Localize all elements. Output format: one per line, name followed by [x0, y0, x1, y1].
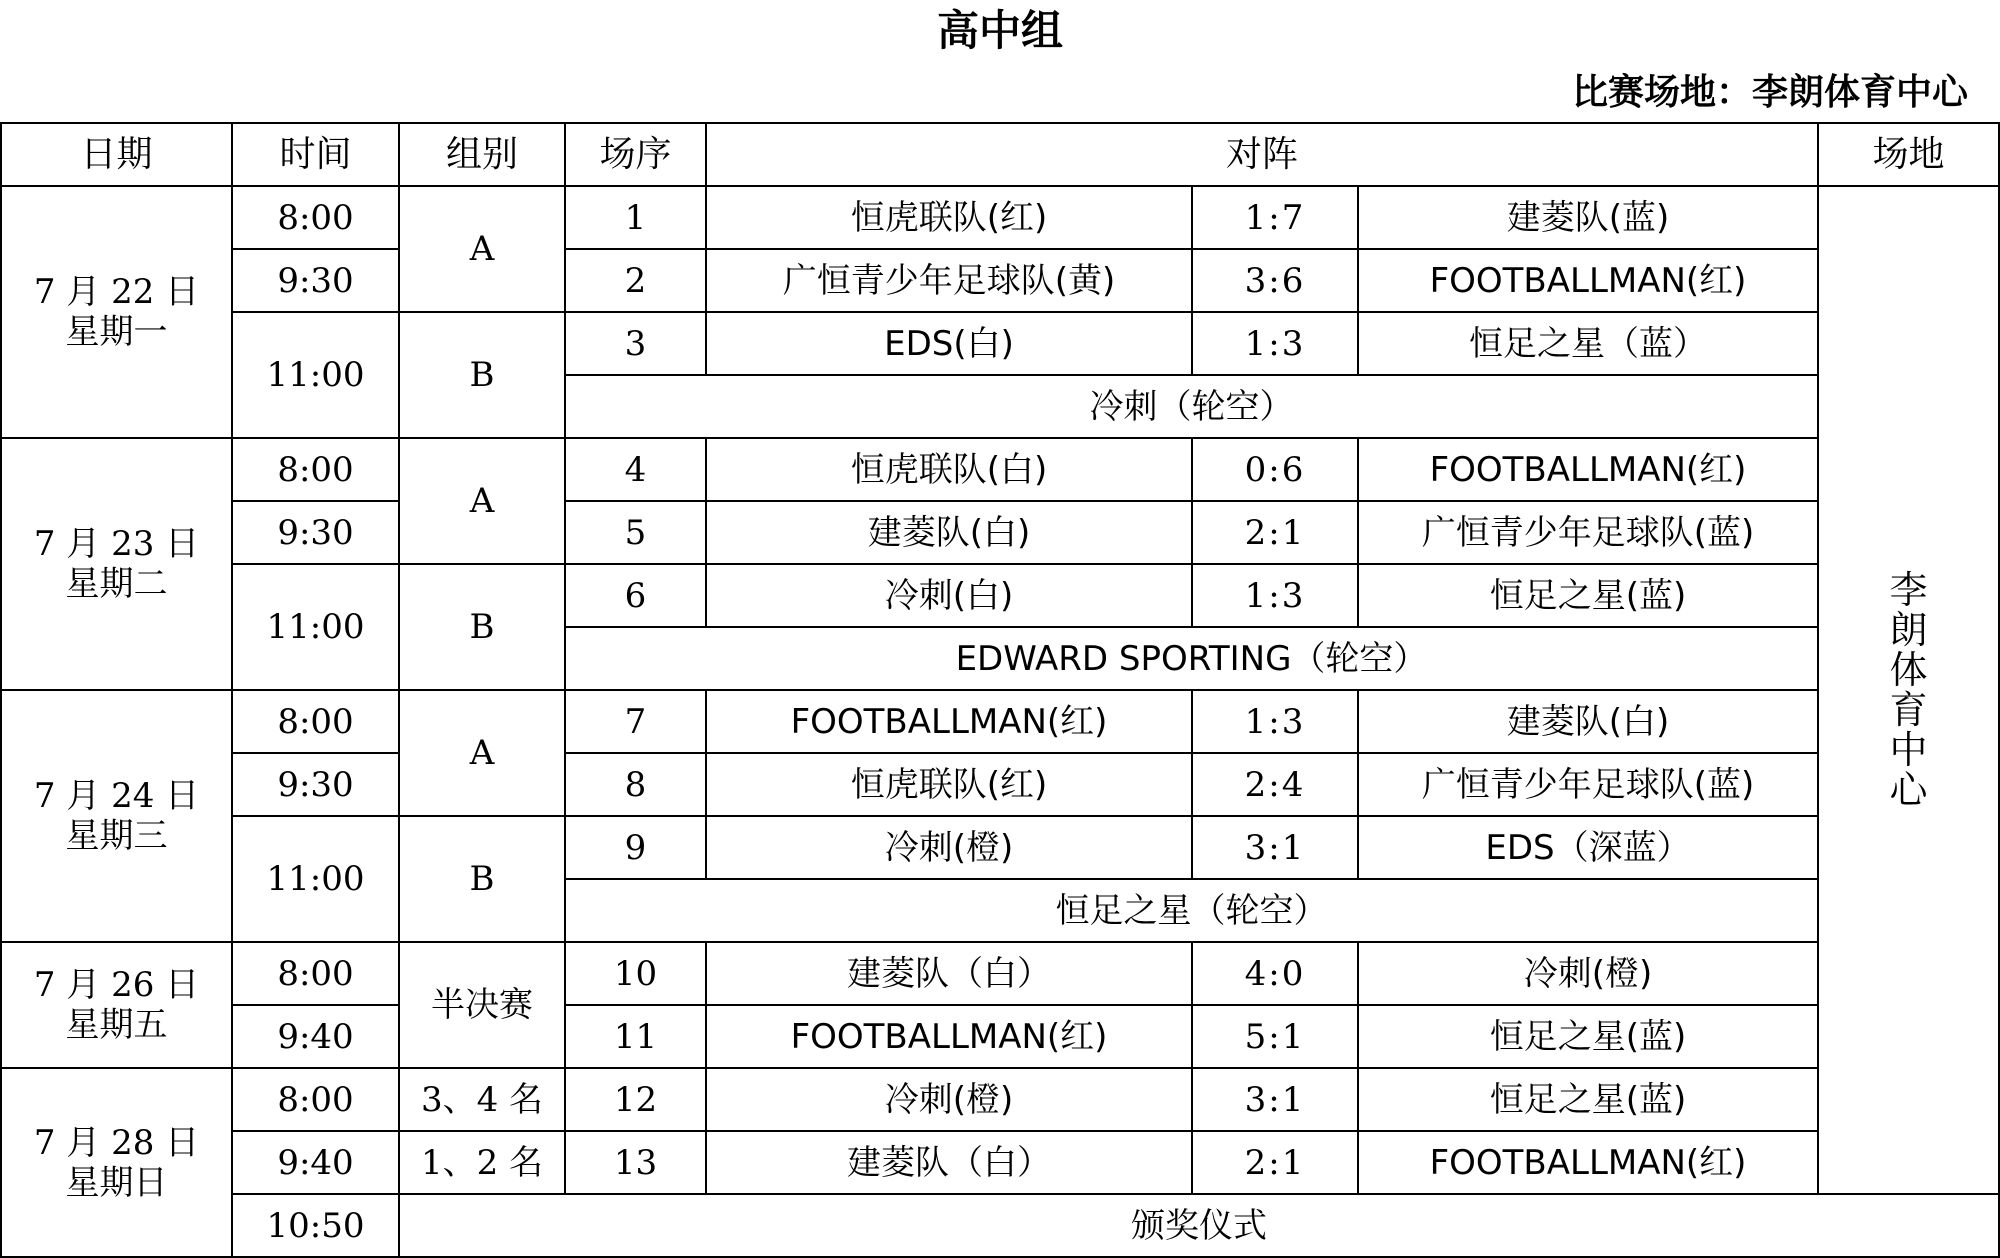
score-cell: 0:6 [1192, 438, 1358, 501]
home-team-cell: 冷刺(白) [706, 564, 1192, 627]
schedule-table [0, 122, 2000, 1258]
away-team-cell: 恒足之星(蓝) [1358, 564, 1818, 627]
score-cell: 5:1 [1192, 1005, 1358, 1068]
time-cell: 11:00 [232, 312, 399, 438]
group-cell: 1、2 名 [399, 1131, 565, 1194]
table-row [1, 816, 1999, 879]
score-cell: 2:1 [1192, 501, 1358, 564]
seq-cell: 1 [565, 186, 706, 249]
time-cell: 11:00 [232, 816, 399, 942]
seq-cell: 12 [565, 1068, 706, 1131]
time-cell: 8:00 [232, 942, 399, 1005]
header-match: 对阵 [706, 123, 1818, 186]
bye-cell: EDWARD SPORTING（轮空） [565, 627, 1818, 690]
seq-cell: 2 [565, 249, 706, 312]
date-cell [1, 690, 232, 942]
header-group: 组别 [399, 123, 565, 186]
table-row [1, 1068, 1999, 1131]
seq-cell: 10 [565, 942, 706, 1005]
header-seq: 场序 [565, 123, 706, 186]
seq-cell: 9 [565, 816, 706, 879]
home-team-cell: 冷刺(橙) [706, 1068, 1192, 1131]
weekday-text: 星期日 [65, 1162, 168, 1203]
time-cell: 10:50 [232, 1194, 399, 1257]
date-cell [1, 1068, 232, 1257]
time-cell: 8:00 [232, 186, 399, 249]
score-cell: 1:7 [1192, 186, 1358, 249]
venue-cell [1818, 186, 1999, 1194]
home-team-cell: 恒虎联队(红) [706, 186, 1192, 249]
away-team-cell: 恒足之星(蓝) [1358, 1005, 1818, 1068]
time-cell: 8:00 [232, 1068, 399, 1131]
header-venue: 场地 [1818, 123, 1999, 186]
group-cell: 半决赛 [399, 942, 565, 1068]
group-cell: A [399, 690, 565, 816]
table-row [1, 1194, 1999, 1257]
time-cell: 9:40 [232, 1131, 399, 1194]
date-cell [1, 438, 232, 690]
table-row [1, 1005, 1999, 1068]
time-cell: 9:40 [232, 1005, 399, 1068]
seq-cell: 5 [565, 501, 706, 564]
away-team-cell: FOOTBALLMAN(红) [1358, 1131, 1818, 1194]
venue-label: 比赛场地：李朗体育中心 [1571, 72, 1968, 113]
away-team-cell: FOOTBALLMAN(红) [1358, 438, 1818, 501]
score-cell: 1:3 [1192, 564, 1358, 627]
time-cell: 8:00 [232, 690, 399, 753]
time-cell: 9:30 [232, 501, 399, 564]
venue-char: 育 [1889, 688, 1928, 732]
home-team-cell: FOOTBALLMAN(红) [706, 690, 1192, 753]
page-title: 高中组 [936, 6, 1063, 55]
seq-cell: 11 [565, 1005, 706, 1068]
header-time: 时间 [232, 123, 399, 186]
seq-cell: 13 [565, 1131, 706, 1194]
home-team-cell: EDS(白) [706, 312, 1192, 375]
time-cell: 8:00 [232, 438, 399, 501]
group-cell: B [399, 816, 565, 942]
table-row [1, 1131, 1999, 1194]
group-cell: A [399, 438, 565, 564]
away-team-cell: 冷刺(橙) [1358, 942, 1818, 1005]
home-team-cell: FOOTBALLMAN(红) [706, 1005, 1192, 1068]
group-cell: 3、4 名 [399, 1068, 565, 1131]
home-team-cell: 建菱队（白） [706, 1131, 1192, 1194]
table-row [1, 438, 1999, 501]
away-team-cell: FOOTBALLMAN(红) [1358, 249, 1818, 312]
away-team-cell: EDS（深蓝） [1358, 816, 1818, 879]
group-cell: A [399, 186, 565, 312]
weekday-text: 星期五 [65, 1005, 168, 1045]
away-team-cell: 恒足之星（蓝） [1358, 312, 1818, 375]
date-text: 7 月 26 日 [33, 965, 200, 1005]
home-team-cell: 恒虎联队(红) [706, 753, 1192, 816]
score-cell: 1:3 [1192, 312, 1358, 375]
date-cell [1, 186, 232, 438]
table-row [1, 249, 1999, 312]
group-cell: B [399, 312, 565, 438]
table-row [1, 564, 1999, 627]
group-cell: B [399, 564, 565, 690]
bye-cell: 恒足之星（轮空） [565, 879, 1818, 942]
home-team-cell: 建菱队(白) [706, 501, 1192, 564]
seq-cell: 3 [565, 312, 706, 375]
seq-cell: 7 [565, 690, 706, 753]
time-cell: 9:30 [232, 249, 399, 312]
table-row [1, 753, 1999, 816]
score-cell: 3:1 [1192, 816, 1358, 879]
seq-cell: 4 [565, 438, 706, 501]
home-team-cell: 广恒青少年足球队(黄) [706, 249, 1192, 312]
home-team-cell: 恒虎联队(白) [706, 438, 1192, 501]
ceremony-cell: 颁奖仪式 [399, 1194, 1999, 1257]
score-cell: 3:1 [1192, 1068, 1358, 1131]
time-cell: 11:00 [232, 564, 399, 690]
venue-char: 心 [1889, 768, 1928, 812]
away-team-cell: 恒足之星(蓝) [1358, 1068, 1818, 1131]
home-team-cell: 建菱队（白） [706, 942, 1192, 1005]
venue-char: 体 [1889, 648, 1928, 692]
table-row [1, 186, 1999, 249]
table-row [1, 501, 1999, 564]
score-cell: 2:4 [1192, 753, 1358, 816]
away-team-cell: 建菱队(蓝) [1358, 186, 1818, 249]
weekday-text: 星期一 [65, 312, 168, 352]
away-team-cell: 广恒青少年足球队(蓝) [1358, 753, 1818, 816]
venue-char: 朗 [1889, 608, 1928, 652]
weekday-text: 星期二 [65, 564, 168, 604]
date-text: 7 月 24 日 [33, 776, 200, 816]
home-team-cell: 冷刺(橙) [706, 816, 1192, 879]
header-date: 日期 [1, 123, 232, 186]
table-row [1, 942, 1999, 1005]
away-team-cell: 建菱队(白) [1358, 690, 1818, 753]
time-cell: 9:30 [232, 753, 399, 816]
score-cell: 4:0 [1192, 942, 1358, 1005]
table-row [1, 690, 1999, 753]
score-cell: 2:1 [1192, 1131, 1358, 1194]
weekday-text: 星期三 [65, 816, 168, 856]
score-cell: 3:6 [1192, 249, 1358, 312]
away-team-cell: 广恒青少年足球队(蓝) [1358, 501, 1818, 564]
bye-cell: 冷刺（轮空） [565, 375, 1818, 438]
venue-char: 中 [1889, 728, 1928, 772]
table-row [1, 312, 1999, 375]
date-text: 7 月 23 日 [33, 524, 200, 564]
seq-cell: 6 [565, 564, 706, 627]
date-text: 7 月 28 日 [33, 1122, 200, 1163]
date-text: 7 月 22 日 [33, 272, 200, 312]
score-cell: 1:3 [1192, 690, 1358, 753]
date-cell [1, 942, 232, 1068]
header-row [1, 123, 1999, 186]
seq-cell: 8 [565, 753, 706, 816]
venue-char: 李 [1889, 568, 1928, 612]
